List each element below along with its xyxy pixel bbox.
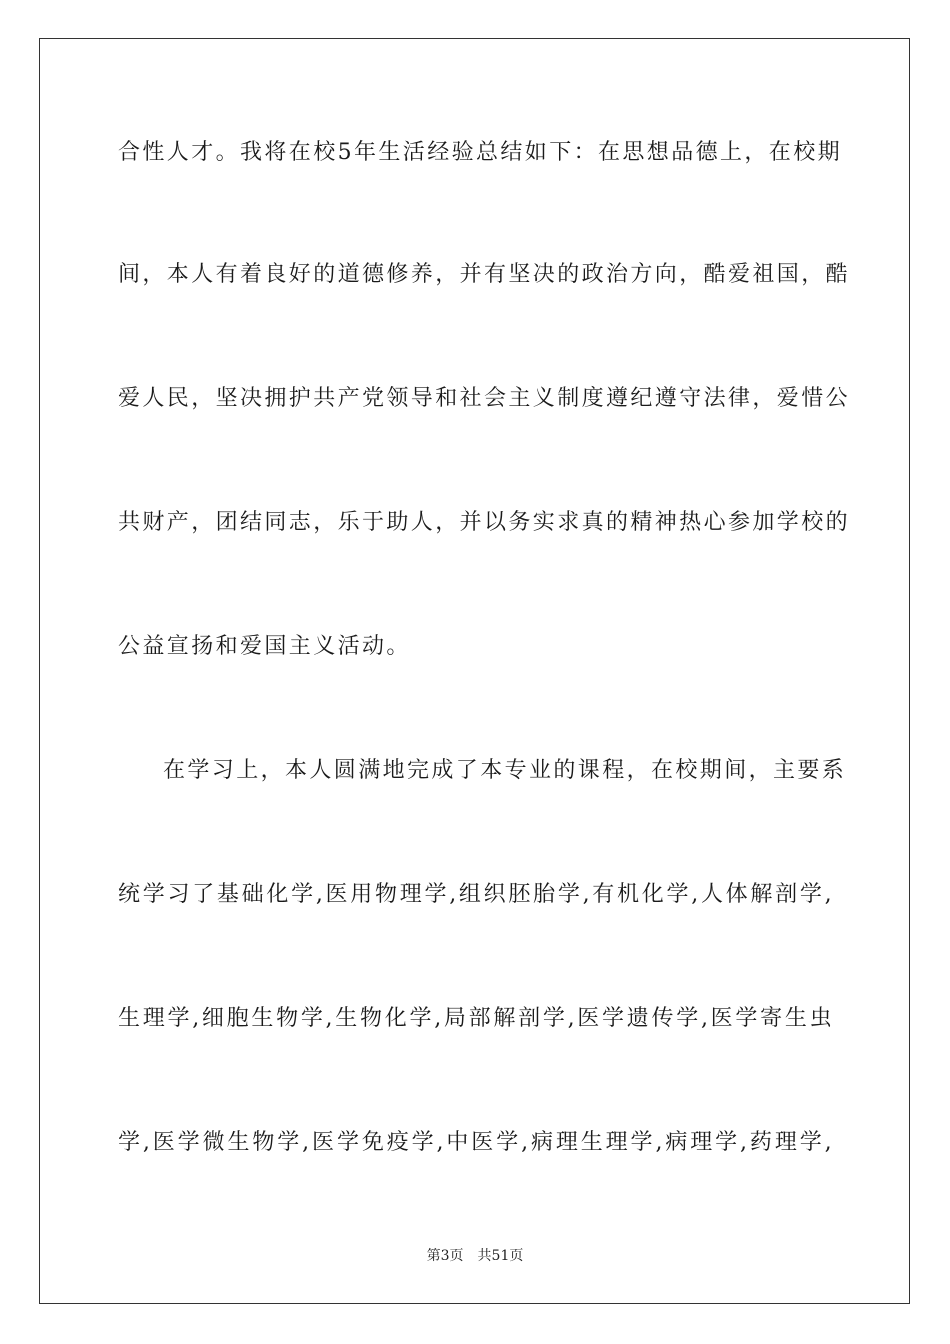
page-footer <box>0 1246 950 1266</box>
text-line: 间，本人有着良好的道德修养，并有坚决的政治方向，酷爱祖国，酷 <box>118 262 851 287</box>
text-line: 统学习了基础化学,医用物理学,组织胚胎学,有机化学,人体解剖学, <box>118 882 834 907</box>
page-total: 共51页 <box>477 1248 524 1264</box>
text-line: 学,医学微生物学,医学免疫学,中医学,病理生理学,病理学,药理学, <box>118 1130 834 1155</box>
text-line: 生理学,细胞生物学,生物化学,局部解剖学,医学遗传学,医学寄生虫 <box>118 1006 834 1031</box>
paragraph-first-line: 在学习上，本人圆满地完成了本专业的课程，在校期间，主要系 <box>163 758 847 783</box>
text-line: 爱人民，坚决拥护共产党领导和社会主义制度遵纪遵守法律，爱惜公 <box>118 386 851 411</box>
text-line: 合性人才。我将在校5年生活经验总结如下：在思想品德上，在校期 <box>118 140 842 165</box>
text-line: 公益宣扬和爱国主义活动。 <box>118 634 411 659</box>
page-border <box>39 38 910 1304</box>
text-line: 共财产，团结同志，乐于助人，并以务实求真的精神热心参加学校的 <box>118 510 851 535</box>
page-number: 第3页 <box>426 1248 464 1264</box>
